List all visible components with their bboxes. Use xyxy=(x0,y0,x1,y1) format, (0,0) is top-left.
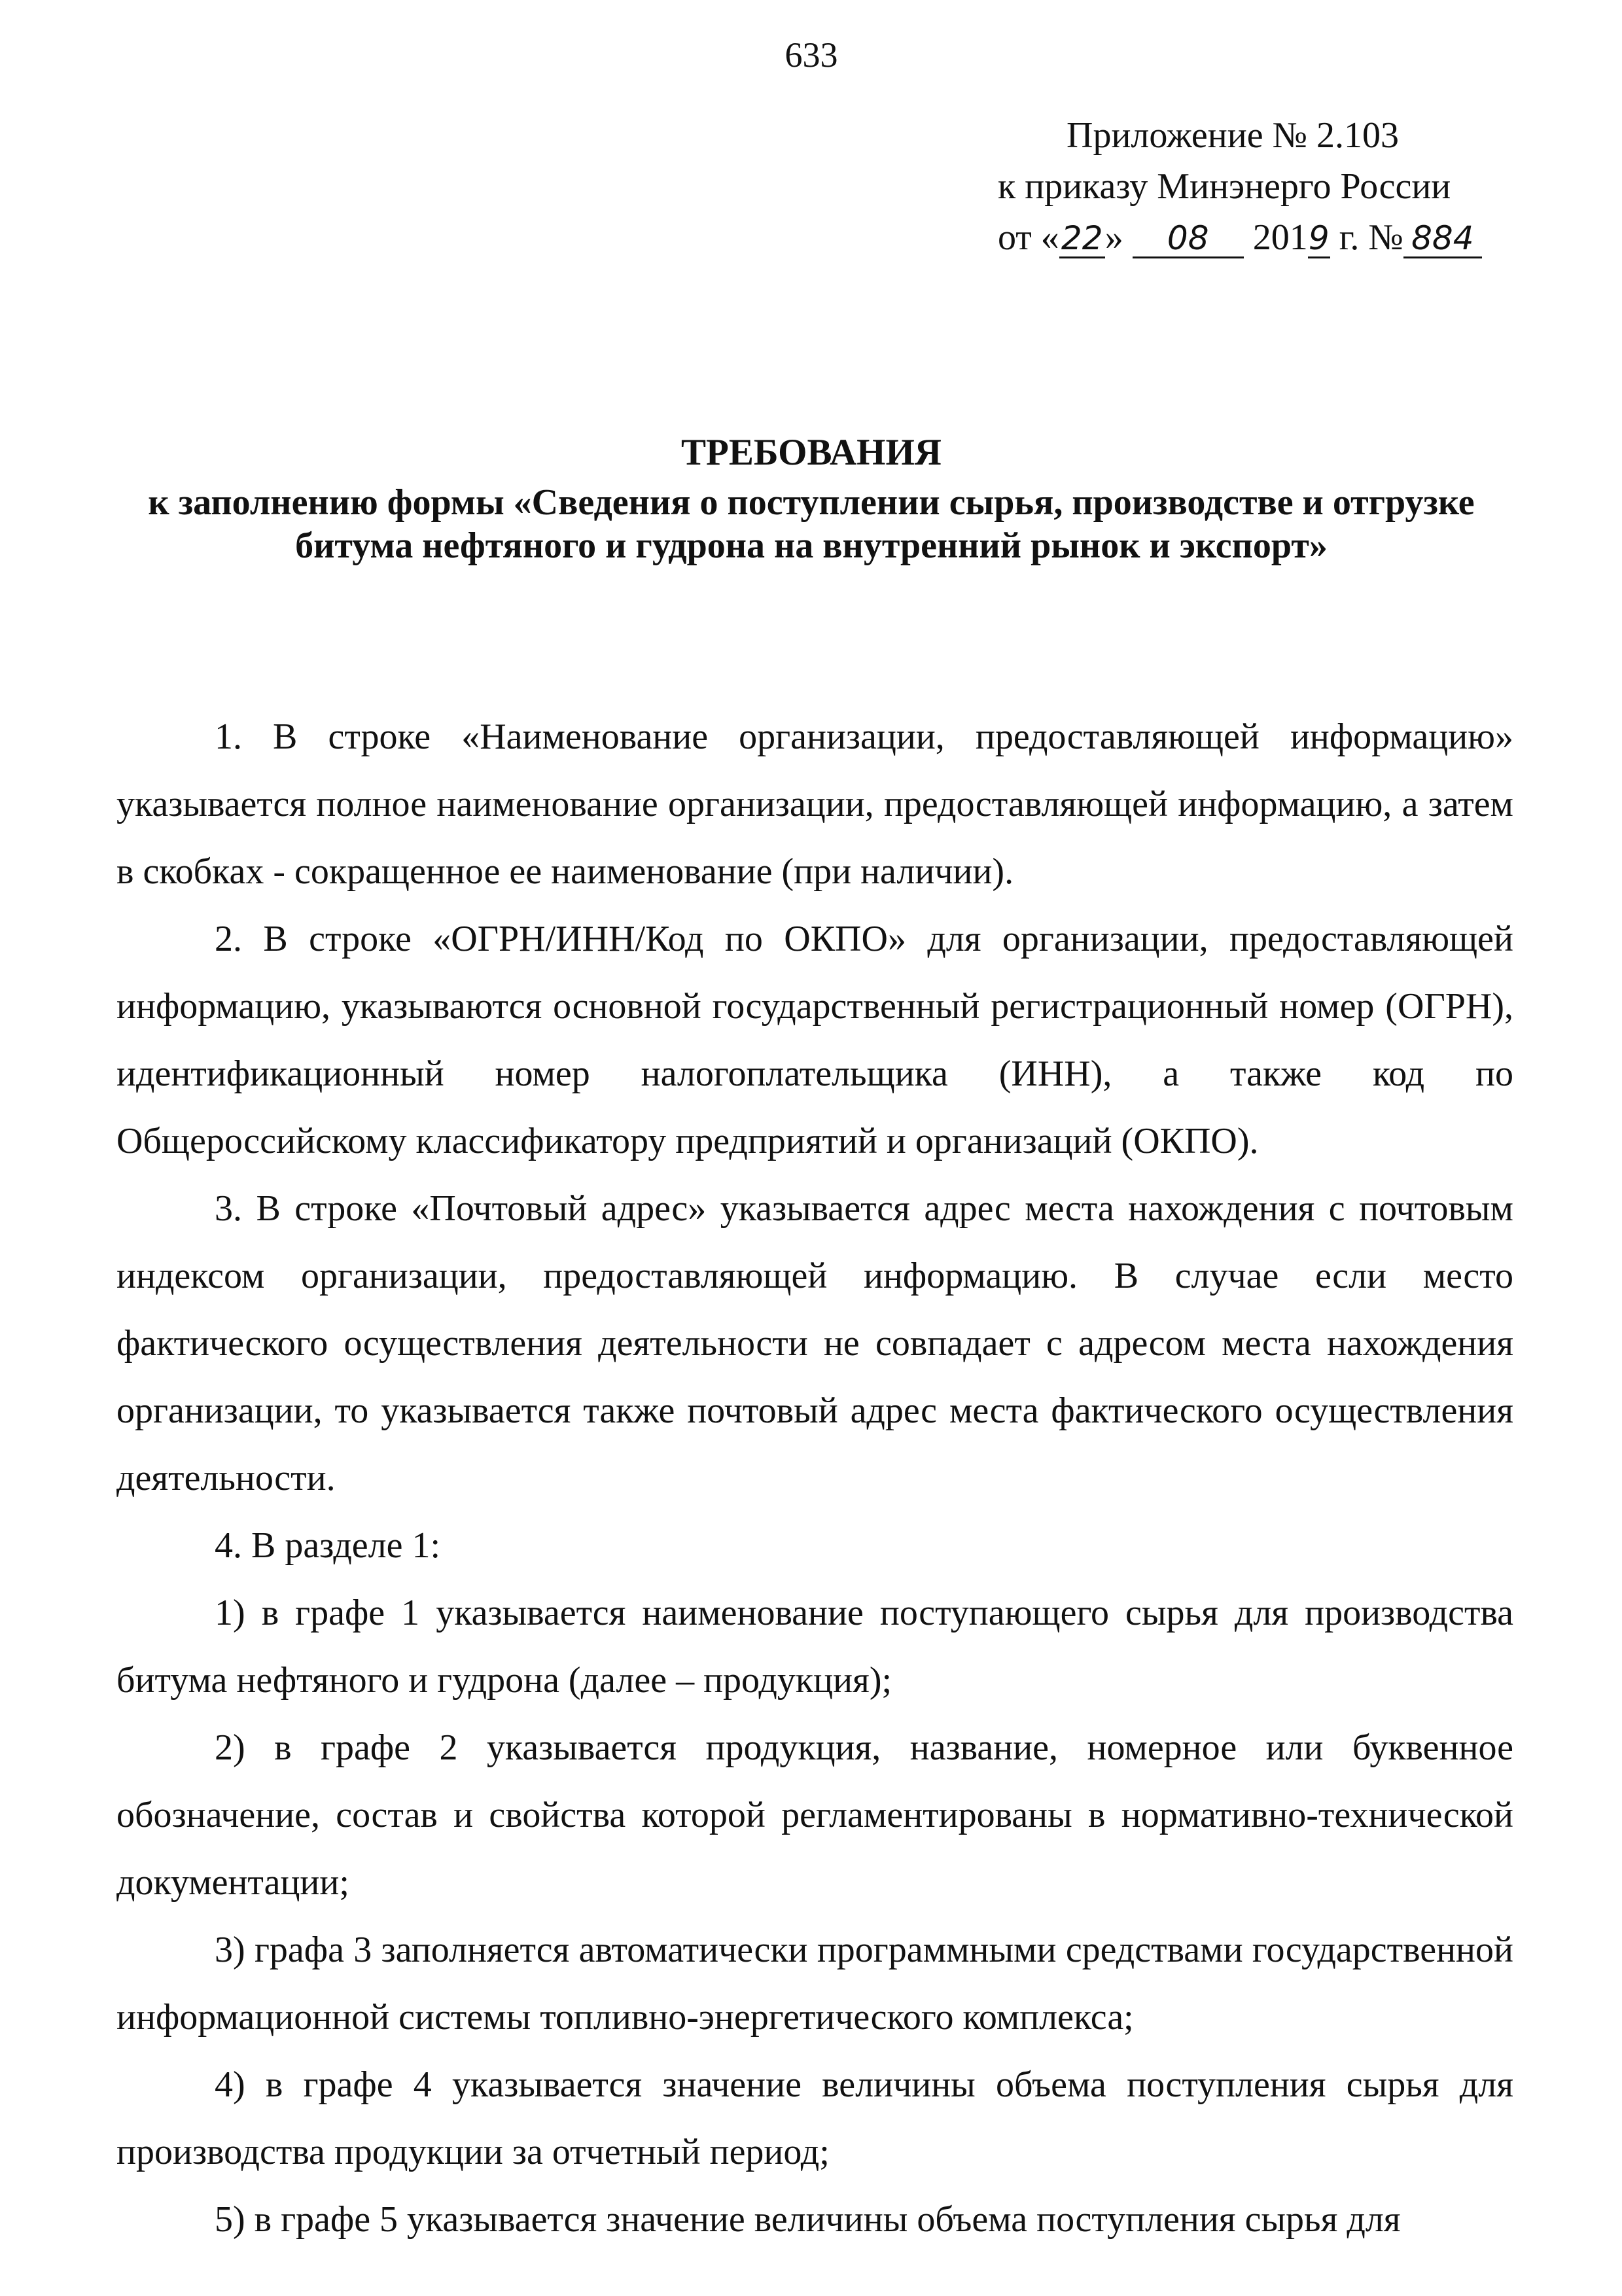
subtitle-line-1: к заполнению формы «Сведения о поступлении сырья, производстве и отгрузке xyxy=(148,482,1475,523)
document-title: ТРЕБОВАНИЯ xyxy=(681,432,942,473)
handwritten-day: 22 xyxy=(1059,220,1105,258)
handwritten-month: 08 xyxy=(1133,220,1244,258)
paragraph-4-item-4: 4) в графе 4 указывается значение величины объема поступления сырья для производства продукции за отчетный период; xyxy=(116,2064,1513,2172)
paragraph-3: 3. В строке «Почтовый адрес» указывается адрес места нахождения с почтовым индексом организации, предоставляющей информацию. В случае если место фактического осуществления деятельности не совпадает с адресом места нахождения организации, то указывается также почтовый адрес места фактического осуществления деятельности. xyxy=(116,1188,1513,1498)
paragraph-2: 2. В строке «ОГРН/ИНН/Код по ОКПО» для организации, предоставляющей информацию, указываются основной государственный регистрационный номер (ОГРН), идентификационный номер налогоплательщика (ИНН), а также код по Общероссийскому классификатору предприятий и организаций (ОКПО). xyxy=(116,919,1513,1161)
handwritten-year-digit: 9 xyxy=(1308,219,1330,257)
date-sep-1: » xyxy=(1104,217,1133,258)
paragraph-4-item-1: 1) в графе 1 указывается наименование поступающего сырья для производства битума нефтяного и гудрона (далее – продукция); xyxy=(116,1593,1513,1701)
paragraph-1: 1. В строке «Наименование организации, предоставляющей информацию» указывается полное наименование организации, предоставляющей информацию, а затем в скобках - сокращенное ее наименование (при наличии). xyxy=(116,716,1513,892)
appendix-order-ref: к приказу Минэнерго России xyxy=(998,166,1451,207)
appendix-date-line xyxy=(903,212,1518,263)
subtitle-line-2: битума нефтяного и гудрона на внутренний рынок и экспорт» xyxy=(295,525,1328,566)
paragraph-4-item-5: 5) в графе 5 указывается значение величины объема поступления сырья для xyxy=(215,2199,1401,2240)
paragraph-4: 4. В разделе 1: xyxy=(215,1525,441,1566)
page-number: 633 xyxy=(785,35,838,75)
appendix-stamp xyxy=(903,110,1518,263)
date-sep-3: г. № xyxy=(1330,217,1403,258)
document-subtitle xyxy=(105,481,1518,567)
appendix-title: Приложение № 2.103 xyxy=(1067,115,1399,156)
date-prefix: от « xyxy=(998,217,1059,258)
handwritten-order-number: 884 xyxy=(1403,220,1482,258)
paragraph-4-item-2: 2) в графе 2 указывается продукция, название, номерное или буквенное обозначение, состав и свойства которой регламентированы в нормативно-технической документации; xyxy=(116,1727,1513,1903)
paragraph-4-item-3: 3) графа 3 заполняется автоматически программными средствами государственной информационной системы топливно-энергетического комплекса; xyxy=(116,1930,1513,2038)
date-sep-2: 201 xyxy=(1243,217,1308,258)
document-body xyxy=(116,703,1513,2253)
